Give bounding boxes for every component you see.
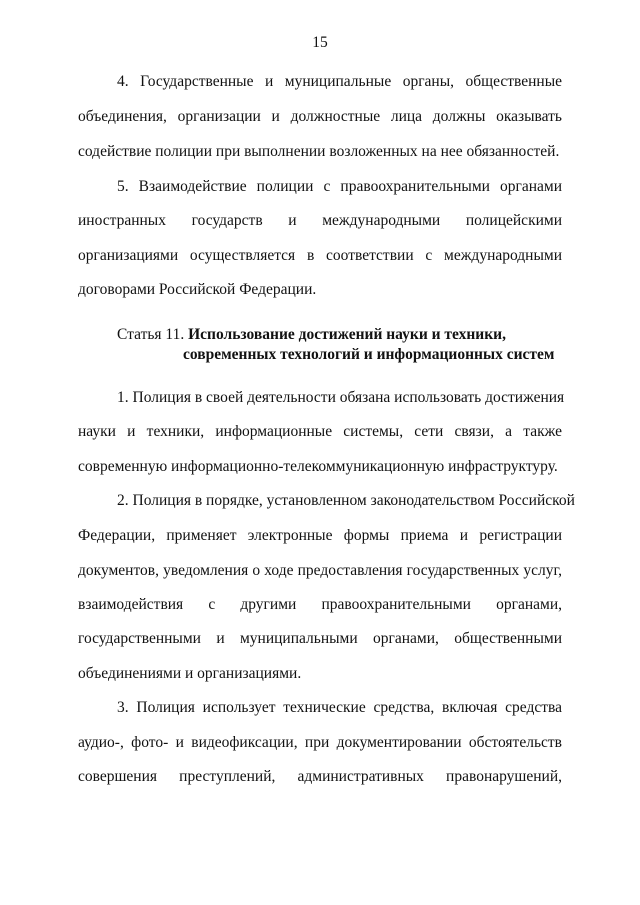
article-paragraph-1-line-1: 1. Полиция в своей деятельности обязана использовать достижения (117, 389, 565, 406)
paragraph-4-line-2: объединения, организации и должностные лица должны оказывать (78, 108, 562, 125)
article-paragraph-3-line-2: аудио-, фото- и видеофиксации, при документировании обстоятельств (78, 734, 562, 751)
article-paragraph-2-line-1: 2. Полиция в порядке, установленном законодательством Российской (117, 492, 575, 509)
article-paragraph-2-line-2: Федерации, применяет электронные формы приема и регистрации (78, 527, 562, 544)
paragraph-5-line-1: 5. Взаимодействие полиции с правоохранительными органами (117, 178, 562, 195)
page-number: 15 (312, 34, 328, 51)
article-paragraph-1-line-2: науки и техники, информационные системы, сети связи, а также (78, 423, 562, 440)
article-paragraph-2-line-3: документов, уведомления о ходе предоставления государственных услуг, (78, 562, 562, 579)
paragraph-5-line-2: иностранных государств и международными полицейскими (78, 212, 562, 229)
article-paragraph-2-line-5: государственными и муниципальными органами, общественными (78, 630, 562, 647)
article-paragraph-1-line-3: современную информационно-телекоммуникационную инфраструктуру. (78, 458, 558, 475)
paragraph-5-line-4: договорами Российской Федерации. (78, 281, 317, 298)
article-title-line-2: современных технологий и информационных систем (183, 346, 555, 363)
article-paragraph-2-line-6: объединениями и организациями. (78, 665, 302, 682)
article-number: Статья 11. (117, 326, 185, 343)
article-title-line-1: Использование достижений науки и техники, (188, 326, 506, 343)
paragraph-5-line-3: организациями осуществляется в соответствии с международными (78, 247, 562, 264)
article-paragraph-3-line-3: совершения преступлений, административных правонарушений, (78, 768, 562, 785)
paragraph-4-line-1: 4. Государственные и муниципальные органы, общественные (117, 73, 562, 90)
article-paragraph-3-line-1: 3. Полиция использует технические средства, включая средства (117, 699, 562, 716)
article-heading (117, 325, 506, 345)
paragraph-4-line-3: содействие полиции при выполнении возложенных на нее обязанностей. (78, 143, 560, 160)
article-paragraph-2-line-4: взаимодействия с другими правоохранительными органами, (78, 596, 562, 613)
